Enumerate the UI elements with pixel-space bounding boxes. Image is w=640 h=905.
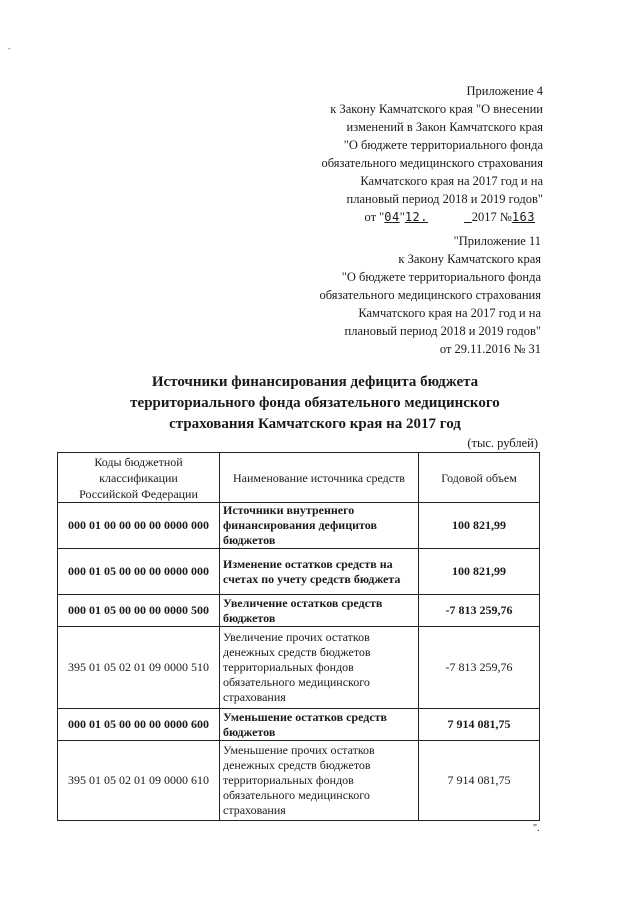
annex-4-line: к Закону Камчатского края "О внесении <box>330 102 543 116</box>
row-name: Изменение остатков средств на счетах по учету средств бюджета <box>220 549 419 595</box>
row-name: Уменьшение прочих остатков денежных средств бюджетов территориальных фондов обязательного медицинского страхования <box>220 741 419 821</box>
annex-11-line: от 29.11.2016 № 31 <box>439 342 541 356</box>
annex-11-line: "О бюджете территориального фонда <box>341 270 541 284</box>
closing-quote: ". <box>533 823 540 834</box>
annex-11-line: плановый период 2018 и 2019 годов" <box>344 324 541 338</box>
table-row <box>58 627 540 709</box>
table-row <box>58 549 540 595</box>
table-row <box>58 741 540 821</box>
row-amount: 7 914 081,75 <box>419 709 540 741</box>
financing-sources-table <box>57 452 540 821</box>
title-line: Источники финансирования дефицита бюджета <box>151 374 479 390</box>
margin-mark: - <box>8 44 11 53</box>
header-name: Наименование источника средств <box>220 453 419 503</box>
unit-note: (тыс. рублей) <box>467 436 538 450</box>
row-code: 000 01 05 00 00 00 0000 500 <box>58 595 220 627</box>
row-code: 000 01 05 00 00 00 0000 000 <box>58 549 220 595</box>
row-amount: -7 813 259,76 <box>419 595 540 627</box>
date-month: 12. <box>404 210 429 224</box>
row-name: Источники внутреннего финансирования дефицитов бюджетов <box>220 503 419 549</box>
annex-11-line: обязательного медицинского страхования <box>319 288 541 302</box>
table-row <box>58 709 540 741</box>
row-code: 000 01 05 00 00 00 0000 600 <box>58 709 220 741</box>
row-name: Увеличение прочих остатков денежных средств бюджетов территориальных фондов обязательного медицинского страхования <box>220 627 419 709</box>
row-name: Уменьшение остатков средств бюджетов <box>220 709 419 741</box>
date-year: 2017 <box>471 210 497 224</box>
row-code: 000 01 00 00 00 00 0000 000 <box>58 503 220 549</box>
row-amount: 100 821,99 <box>419 549 540 595</box>
row-name: Увеличение остатков средств бюджетов <box>220 595 419 627</box>
date-quote: " <box>399 210 405 224</box>
annex-11-line: Камчатского края на 2017 год и на <box>358 306 541 320</box>
annex-4-date-line <box>321 208 543 226</box>
annex-4-header <box>321 82 543 226</box>
table-row <box>58 503 540 549</box>
annex-4-line: изменений в Закон Камчатского края <box>346 120 543 134</box>
row-amount: 100 821,99 <box>419 503 540 549</box>
title-line: территориального фонда обязательного медицинского <box>130 395 500 411</box>
table-row <box>58 595 540 627</box>
date-day: 04 <box>384 210 400 224</box>
row-amount: -7 813 259,76 <box>419 627 540 709</box>
table-header-row <box>58 453 540 503</box>
annex-4-line: Приложение 4 <box>466 84 543 98</box>
annex-4-line: "О бюджете территориального фонда <box>343 138 543 152</box>
row-code: 395 01 05 02 01 09 0000 510 <box>58 627 220 709</box>
annex-4-line: плановый период 2018 и 2019 годов" <box>346 192 543 206</box>
annex-4-line: Камчатского края на 2017 год и на <box>360 174 543 188</box>
header-code: Коды бюджетной классификации Российской Федерации <box>58 453 220 503</box>
header-amount: Годовой объем <box>419 453 540 503</box>
row-code: 395 01 05 02 01 09 0000 610 <box>58 741 220 821</box>
title-line: страхования Камчатского края на 2017 год <box>169 416 461 432</box>
number-prefix: № <box>499 210 512 224</box>
document-number: 163 <box>511 210 535 224</box>
annex-11-header <box>319 232 541 358</box>
date-prefix: от " <box>364 210 385 224</box>
row-amount: 7 914 081,75 <box>419 741 540 821</box>
annex-11-line: "Приложение 11 <box>453 234 541 248</box>
annex-11-line: к Закону Камчатского края <box>398 252 541 266</box>
annex-4-line: обязательного медицинского страхования <box>321 156 543 170</box>
document-title <box>95 372 535 435</box>
